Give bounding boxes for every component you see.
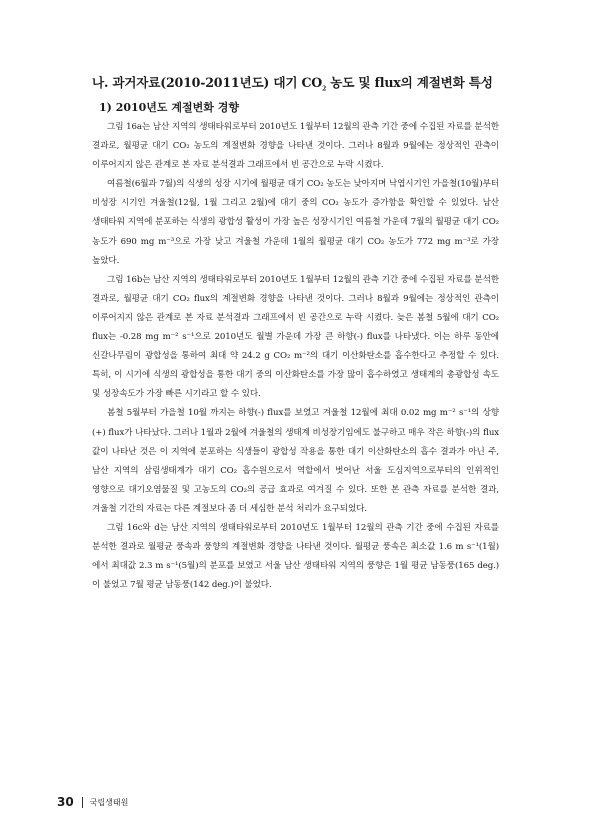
- subsection-title: 1) 2010년도 계절변화 경향: [99, 101, 239, 114]
- section-title: [92, 72, 552, 91]
- section-title-suffix: 농도 및 flux의 계절변화 특성: [326, 75, 493, 90]
- paragraph-2: 여름철(6월과 7월)의 식생의 성장 시기에 월평균 대기 CO₂ 농도는 낮아지며 낙엽시기인 가을철(10월)부터 비성장 시기인 겨울철(12월, 1월 그리고 2월)에 대기 중의 CO₂ 농도가 증가함을 확인할 수 있었다. 남산 생태타워 지역에 분포하는 식생의 광합성 활성이 가장 높은 성장시기인 여름철 가운데 7월의 월평균 대기 CO₂ 농도가 690 mg m⁻³으로 가장 낮고 겨울철 가운데 1월의 월평균 대기 CO₂ 농도가 772 mg m⁻³로 가장 높았다.: [92, 179, 499, 266]
- paragraph-1: 그림 16a는 남산 지역의 생태타워로부터 2010년도 1월부터 12월의 관측 기간 중에 수집된 자료를 분석한 결과로, 월평균 대기 CO₂ 농도의 계절변화 경향을 나타낸 것이다. 그러나 8월과 9월에는 정상적인 관측이 이루어지지 않은 관계로 본 자료 분석결과 그래프에서 빈 공간으로 누락 시켰다.: [92, 122, 499, 171]
- section-title-subscript: 2: [322, 85, 327, 93]
- body-text: [92, 118, 499, 595]
- paragraph-3: 그림 16b는 남산 지역의 생태타워로부터 2010년도 1월부터 12월의 관측 기간 중에 수집된 자료를 분석한 결과로, 월평균 대기 CO₂ flux의 계절변화 경향을 나타낸 것이다. 그러나 8월과 9월에는 정상적인 관측이 이루어지지 않은 관계로 본 자료 분석결과 그래프에서 빈 공간으로 누락 시켰다. 늦은 봄철 5월에 대기 CO₂ flux는 -0.28 mg m⁻² s⁻¹으로 2010년도 월별 가운데 가장 큰 하향(-) flux를 나타냈다. 이는 하루 동안에 신갈나무림이 광합성을 통하여 최대 약 24.2 g CO₂ m⁻²의 대기 이산화탄소를 흡수한다고 추정할 수 있다. 특히, 이 시기에 식생의 광합성을 통한 대기 중의 이산화탄소를 가장 많이 흡수하였고 생태계의 총광합성 속도 및 성장속도가 가장 빠른 시기라고 할 수 있다.: [92, 274, 499, 400]
- page-number: 30: [57, 795, 74, 809]
- footer-organization: 국립생태원: [89, 797, 129, 807]
- paragraph-5: 그림 16c와 d는 남산 지역의 생태타워로부터 2010년도 1월부터 12월의 관측 기간 중에 수집된 자료를 분석한 결과로 월평균 풍속과 풍향의 계절변화 경향을 나타낸 것이다. 월평균 풍속은 최소값 1.6 m s⁻¹(1월)에서 최대값 2.3 m s⁻¹(5월)의 분포를 보였고 서울 남산 생태타워 지역의 풍향은 1월 평균 남동풍(165 deg.)이 불었고 7월 평균 남동풍(142 deg.)이 불었다.: [92, 522, 499, 591]
- footer-divider: [82, 797, 83, 808]
- paragraph-4: 봄철 5월부터 가을철 10월 까지는 하향(-) flux를 보였고 겨울철 12월에 최대 0.02 mg m⁻² s⁻¹의 상향(+) flux가 나타났다. 그러나 1월과 2월에 겨울철의 생태계 비성장기임에도 불구하고 매우 작은 하향(-)의 flux 값이 나타난 것은 이 지역에 분포하는 식생들이 광합성 작용을 통한 대기 이산화탄소의 흡수 결과가 아닌 주, 남산 지역의 삼림생태계가 대기 CO₂ 흡수원으로서 역할에서 벗어난 서울 도심지역으로부터의 인위적인 영향으로 대기오염물질 및 고농도의 CO₂의 공급 효과로 여겨질 수 있다. 또한 본 관측 자료를 분석한 결과, 겨울철 기간의 자료는 다른 계절보다 좀 더 세심한 분석 처리가 요구되었다.: [92, 408, 499, 514]
- page-footer: [57, 795, 128, 809]
- section-title-prefix: 나. 과거자료(2010-2011년도) 대기 CO: [92, 75, 323, 90]
